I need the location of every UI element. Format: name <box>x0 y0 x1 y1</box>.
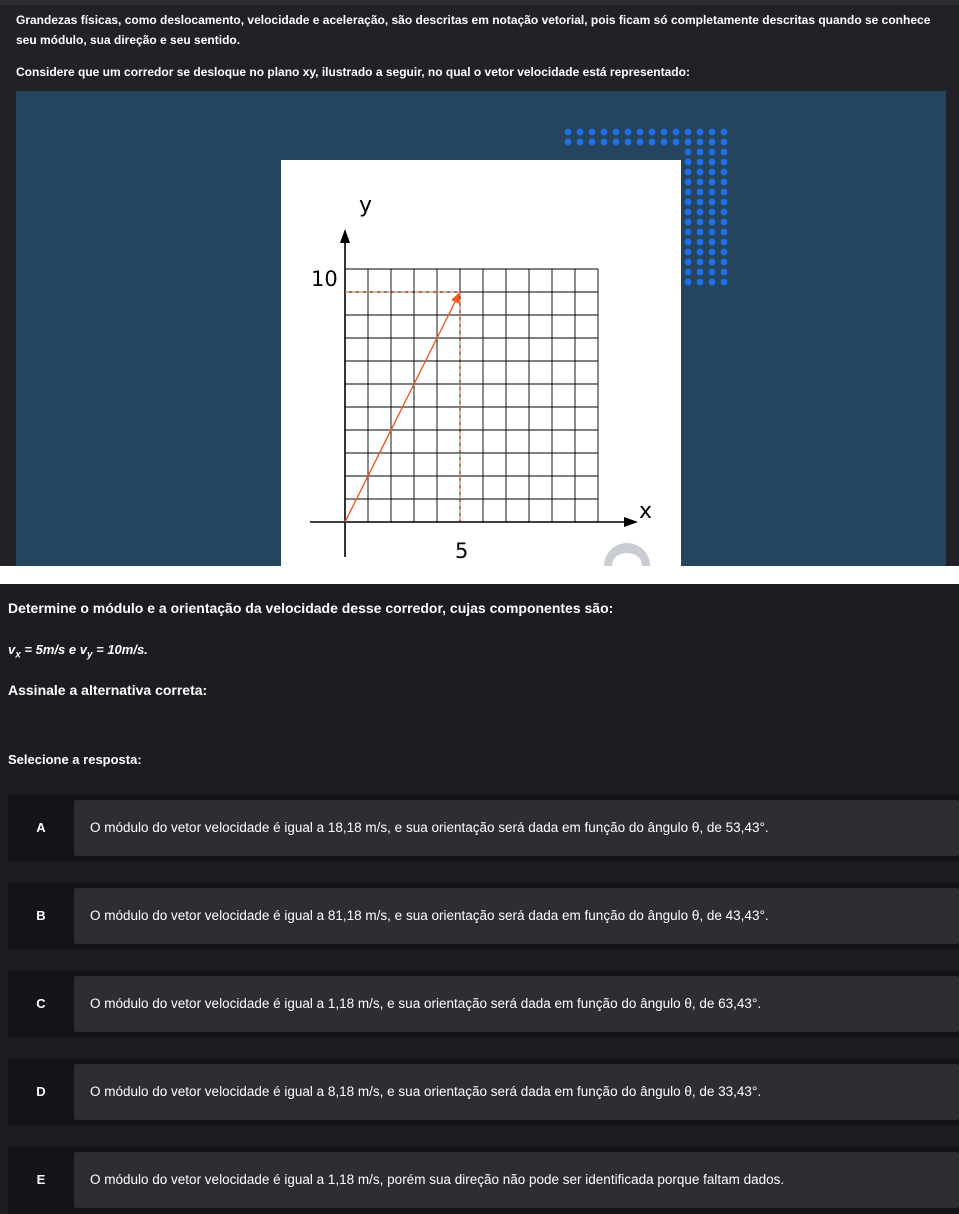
decorative-dot <box>685 279 692 286</box>
decorative-dot <box>721 249 728 256</box>
decorative-dot <box>649 129 656 136</box>
decorative-dot <box>697 149 704 156</box>
decorative-dot <box>649 139 656 146</box>
intro-paragraph-2: Considere que um corredor se desloque no plano xy, ilustrado a seguir, no qual o vetor velocidade está representado: <box>16 65 690 79</box>
decorative-dot <box>721 279 728 286</box>
decorative-dot <box>697 249 704 256</box>
decorative-dot <box>589 139 596 146</box>
decorative-dot <box>661 139 668 146</box>
decorative-dot <box>685 129 692 136</box>
decorative-dot <box>697 189 704 196</box>
select-answer-label: Selecione a resposta: <box>8 752 142 767</box>
option-letter: A <box>36 820 46 835</box>
decorative-dot <box>685 239 692 246</box>
decorative-dot <box>721 219 728 226</box>
decorative-dot <box>685 249 692 256</box>
decorative-dot <box>685 159 692 166</box>
option-text-box[interactable] <box>74 800 959 856</box>
option-text-box[interactable] <box>74 976 959 1032</box>
option-text-box[interactable] <box>74 888 959 944</box>
decorative-dot <box>709 269 716 276</box>
decorative-dot <box>565 129 572 136</box>
decorative-dot <box>697 139 704 146</box>
decorative-dot <box>709 179 716 186</box>
decorative-dot <box>697 259 704 266</box>
question-header-section <box>0 0 959 566</box>
decorative-dot <box>697 269 704 276</box>
decorative-dot <box>685 269 692 276</box>
decorative-dot <box>685 169 692 176</box>
decorative-dot <box>721 239 728 246</box>
option-text: O módulo do vetor velocidade é igual a 18,18 m/s, e sua orientação será dada em função do ângulo θ, de 53,43°. <box>90 820 769 835</box>
option-text: O módulo do vetor velocidade é igual a 1,18 m/s, e sua orientação será dada em função do ângulo θ, de 63,43°. <box>90 996 762 1011</box>
decorative-dot <box>721 259 728 266</box>
tick-label-y-10: 10 <box>311 267 338 291</box>
answer-option-c[interactable] <box>8 970 959 1038</box>
decorative-dot <box>709 249 716 256</box>
decorative-dot <box>601 129 608 136</box>
decorative-dot <box>721 209 728 216</box>
decorative-dot <box>709 239 716 246</box>
decorative-dot <box>721 269 728 276</box>
velocity-vector-chart <box>281 160 681 566</box>
option-letter: E <box>36 1172 46 1187</box>
decorative-dot <box>721 189 728 196</box>
y-axis-arrow <box>340 229 350 243</box>
decorative-dot <box>601 139 608 146</box>
decorative-dot <box>697 229 704 236</box>
decorative-dot <box>721 229 728 236</box>
answer-option-b[interactable] <box>8 882 959 950</box>
decorative-dot <box>625 139 632 146</box>
graph-panel <box>281 160 681 566</box>
x-axis-arrow <box>624 517 638 527</box>
decorative-dot <box>697 169 704 176</box>
decorative-dot <box>613 129 620 136</box>
decorative-dot <box>613 139 620 146</box>
option-letter: B <box>36 908 46 923</box>
decorative-dot <box>709 129 716 136</box>
vy-symbol: v <box>79 642 87 657</box>
decorative-dot <box>709 189 716 196</box>
decorative-dot <box>685 209 692 216</box>
intro-paragraph-1: Grandezas físicas, como deslocamento, velocidade e aceleração, são descritas em notação vetorial, pois ficam só completamente descritas quando se conhece seu módulo, sua direção e seu sentido. <box>16 13 931 47</box>
decorative-dot <box>673 139 680 146</box>
decorative-dot <box>709 199 716 206</box>
option-letter: D <box>36 1084 46 1099</box>
chat-bubble-inner <box>612 553 642 566</box>
decorative-dot <box>685 219 692 226</box>
answer-section <box>0 584 959 1214</box>
decorative-dot <box>721 149 728 156</box>
decorative-dot <box>661 129 668 136</box>
decorative-dot <box>685 149 692 156</box>
decorative-dot <box>697 239 704 246</box>
vx-subscript: x <box>15 649 21 661</box>
decorative-dot <box>637 129 644 136</box>
answer-option-a[interactable] <box>8 794 959 862</box>
decorative-dot <box>709 159 716 166</box>
decorative-dot <box>709 169 716 176</box>
decorative-dot <box>577 139 584 146</box>
decorative-dot <box>709 219 716 226</box>
vx-value: = 5m/s e <box>20 642 80 657</box>
tick-label-x-5: 5 <box>455 539 469 563</box>
vy-value: = 10m/s. <box>92 642 148 657</box>
decorative-dot <box>721 139 728 146</box>
figure-banner <box>16 91 946 566</box>
top-border <box>0 0 959 5</box>
decorative-dot <box>697 129 704 136</box>
decorative-dot <box>709 279 716 286</box>
decorative-dot <box>685 139 692 146</box>
decorative-dot <box>721 129 728 136</box>
decorative-dot <box>589 129 596 136</box>
velocity-components <box>8 642 148 661</box>
decorative-dot <box>685 189 692 196</box>
grid-lines <box>345 269 598 522</box>
decorative-dot <box>721 179 728 186</box>
decorative-dot <box>709 149 716 156</box>
vx-symbol: v <box>8 642 16 657</box>
decorative-dot <box>685 229 692 236</box>
decorative-dot <box>697 219 704 226</box>
axis-y-label: y <box>359 193 373 218</box>
axis-x-label: x <box>639 499 653 524</box>
option-text: O módulo do vetor velocidade é igual a 1,18 m/s, porém sua direção não pode ser identificada porque faltam dados. <box>90 1172 785 1187</box>
decorative-dot <box>697 159 704 166</box>
decorative-dot <box>685 199 692 206</box>
decorative-dot <box>697 209 704 216</box>
velocity-vector <box>345 302 455 522</box>
option-text: O módulo do vetor velocidade é igual a 81,18 m/s, e sua orientação será dada em função do ângulo θ, de 43,43°. <box>90 908 769 923</box>
decorative-dot <box>577 129 584 136</box>
decorative-dot <box>709 229 716 236</box>
option-text: O módulo do vetor velocidade é igual a 8,18 m/s, e sua orientação será dada em função do ângulo θ, de 33,43°. <box>90 1084 762 1099</box>
decorative-dot <box>697 199 704 206</box>
decorative-dot <box>697 279 704 286</box>
section-divider <box>0 566 959 584</box>
decorative-dot <box>685 259 692 266</box>
decorative-dot <box>709 209 716 216</box>
option-text-box[interactable] <box>74 1152 959 1208</box>
option-text-box[interactable] <box>74 1064 959 1120</box>
decorative-dot <box>709 139 716 146</box>
answer-option-e[interactable] <box>8 1146 959 1214</box>
decorative-dot <box>721 159 728 166</box>
decorative-dot <box>685 179 692 186</box>
question-prompt: Determine o módulo e a orientação da velocidade desse corredor, cujas componentes são: <box>8 600 614 616</box>
decorative-dot <box>673 129 680 136</box>
decorative-dot <box>697 179 704 186</box>
decorative-dot <box>709 259 716 266</box>
decorative-dot <box>721 199 728 206</box>
decorative-dot <box>625 129 632 136</box>
decorative-dot <box>565 139 572 146</box>
vy-subscript: y <box>86 649 93 661</box>
answer-option-d[interactable] <box>8 1058 959 1126</box>
decorative-dot <box>637 139 644 146</box>
instruction-text: Assinale a alternativa correta: <box>8 682 208 698</box>
option-letter: C <box>36 996 46 1011</box>
decorative-dot <box>721 169 728 176</box>
